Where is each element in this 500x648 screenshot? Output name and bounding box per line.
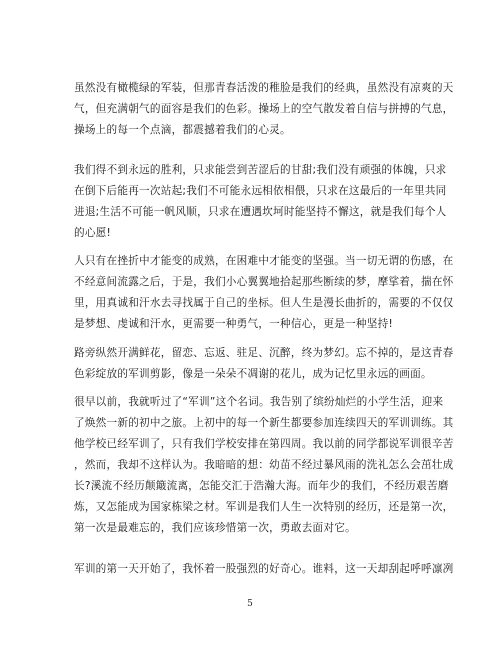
paragraph-4 (74, 343, 454, 385)
paragraph-1 (74, 78, 454, 141)
text-line: 炼，又怎能成为国家栋梁之材。军训是我们人生一次特别的经历，还是第一次， (74, 501, 454, 513)
page-number: 5 (247, 599, 253, 609)
text-line: 很早以前，我就听过了“军训”这个名词。我告别了缤纷灿烂的小学生活，迎来 (74, 396, 444, 408)
paragraph-3 (74, 251, 454, 335)
paragraph-2 (74, 160, 447, 244)
text-line: 了焕然一新的初中之旅。上初中的每一个新生都要参加连续四天的军训训练。其 (74, 417, 454, 429)
text-line: 军训的第一天开始了，我怀着一股强烈的好奇心。谁料，这一天却刮起呼呼凛冽 (74, 563, 454, 575)
text-line: 里，用真诚和汗水去寻找属于自己的坐标。但人生是漫长曲折的，需要的不仅仅 (74, 297, 454, 309)
text-line: 我们得不到永远的胜利，只求能尝到苦涩后的甘甜;我们没有顽强的体魄，只求 (74, 164, 447, 176)
text-line: 是梦想、虔诚和汗水，更需要一种勇气，一种信心，更是一种坚持! (74, 318, 393, 330)
text-line: 第一次是最难忘的，我们应该珍惜第一次，勇敢去面对它。 (74, 522, 356, 534)
text-line: 人只有在挫折中才能变的成熟，在困难中才能变的坚强。当一切无谓的伤感，在 (74, 255, 454, 267)
text-line: ，然而，我却不这样认为。我暗暗的想：幼苗不经过暴风雨的洗礼怎么会茁壮成 (74, 459, 454, 471)
text-line: 长?溪流不经历颠簸流离，怎能交汇于浩瀚大海。而年少的我们，不经历艰苦磨 (74, 480, 449, 492)
text-line: 的心愿! (74, 227, 112, 239)
paragraph-6 (74, 559, 454, 580)
text-line: 路旁纵然开满鲜花，留恋、忘返、驻足、沉醉，终为梦幻。忘不掉的，是这青春 (74, 347, 454, 359)
text-line: 虽然没有橄榄绿的军装，但那青春活泼的稚脸是我们的经典，虽然没有凉爽的天 (74, 82, 454, 94)
paragraph-5 (74, 392, 454, 539)
text-line: 在倒下后能再一次站起;我们不可能永远相依相偎，只求在这最后的一年里共同 (74, 185, 447, 197)
text-line: 他学校已经军训了，只有我们学校安排在第四周。我以前的同学都说军训很辛苦 (74, 438, 454, 450)
text-line: 进退;生活不可能一帆风顺，只求在遭遇坎坷时能坚持不懈这，就是我们每个人 (74, 206, 447, 218)
text-line: 不经意间流露之后，于是，我们小心翼翼地拾起那些断续的梦，摩挲着，揣在怀 (74, 276, 454, 288)
text-line: 操场上的每一个点滴，都震撼着我们的心灵。 (74, 124, 291, 136)
text-line: 色彩绽放的军训剪影，像是一朵朵不凋谢的花儿，成为记忆里永远的画面。 (74, 368, 432, 380)
text-line: 气，但充满朝气的面容是我们的色彩。操场上的空气散发着自信与拼搏的气息， (74, 103, 454, 115)
